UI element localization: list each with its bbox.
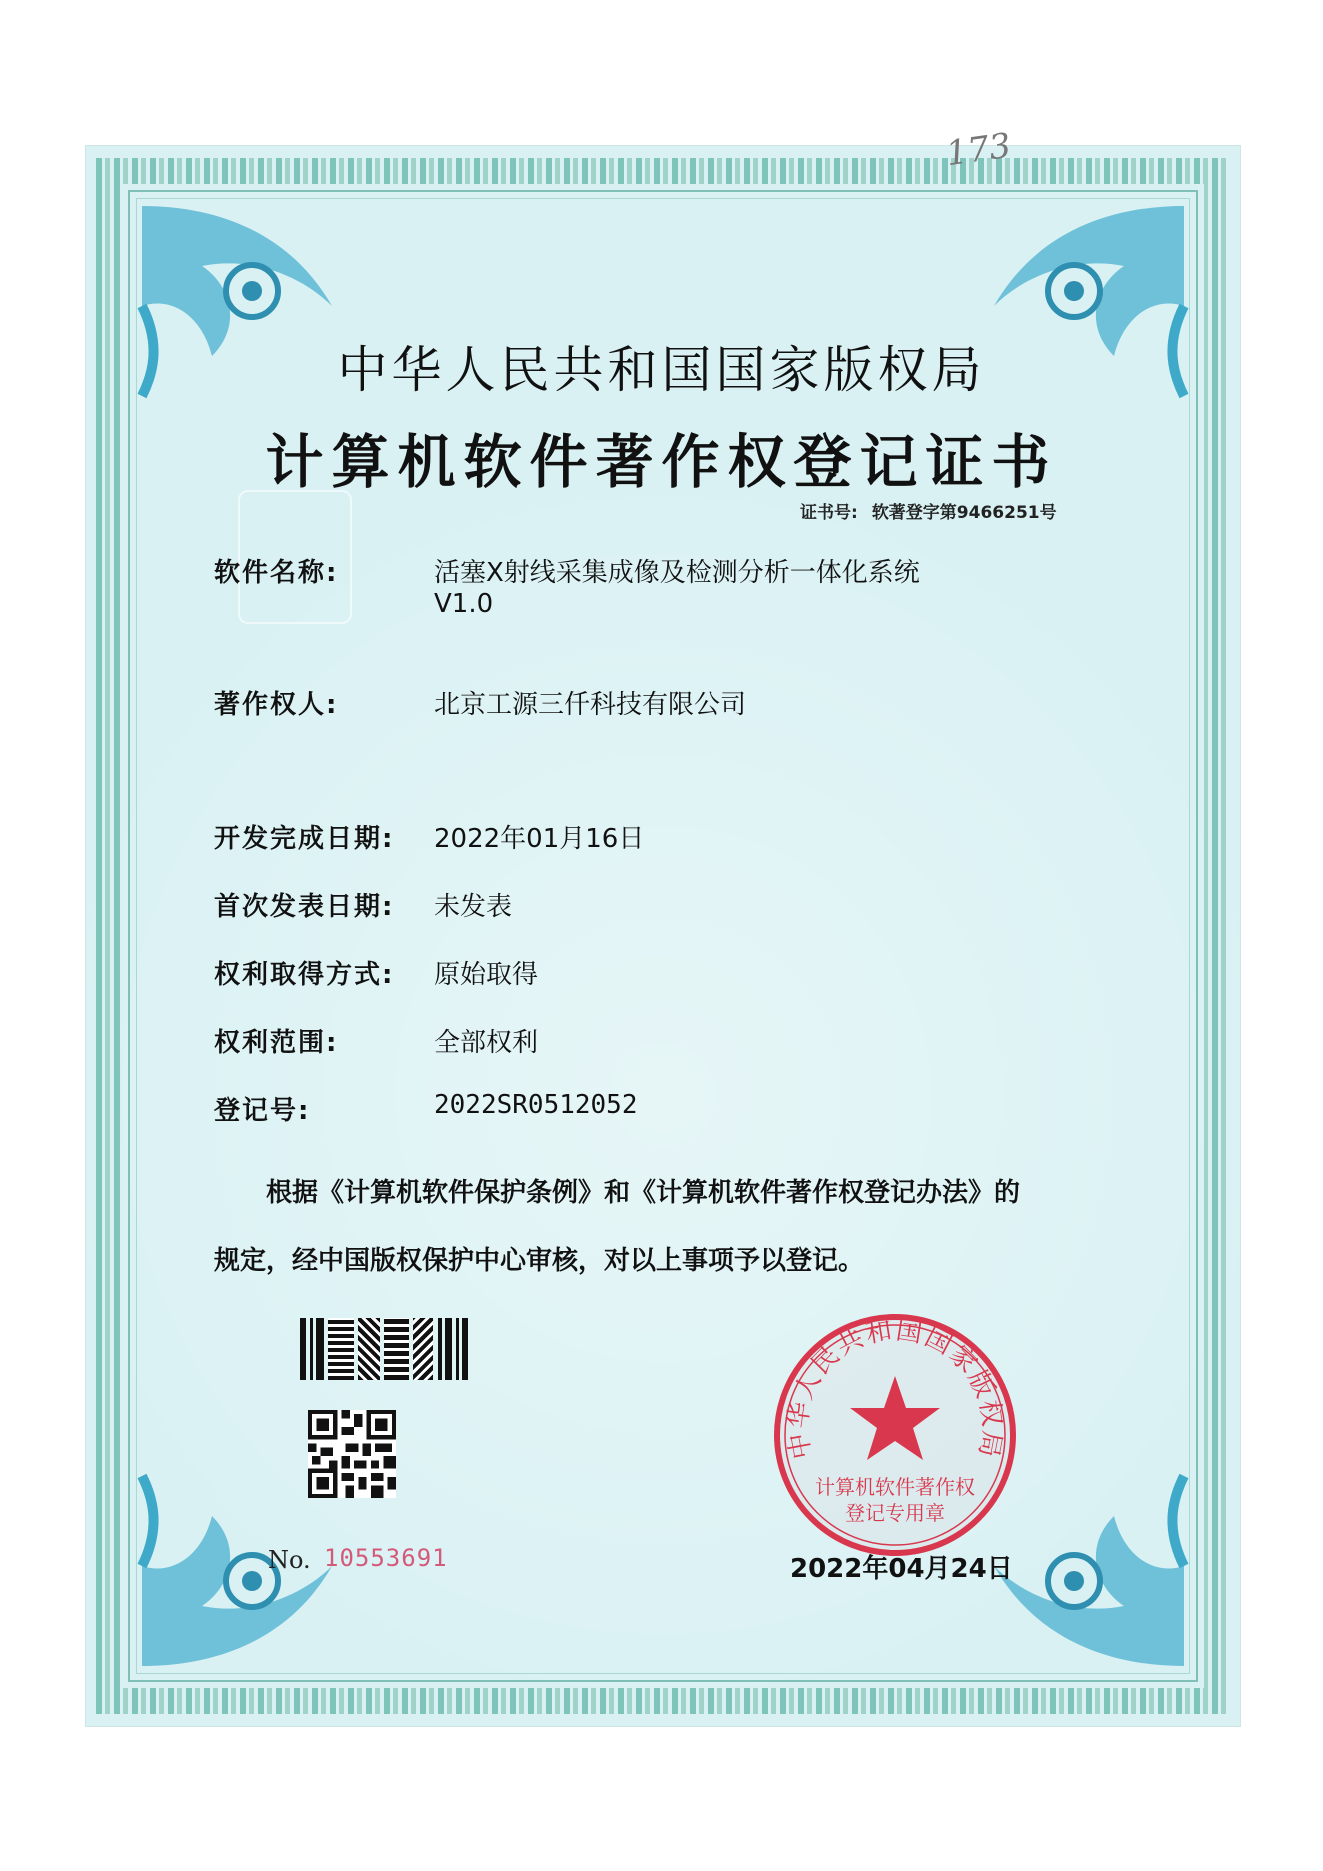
field-software-name xyxy=(214,552,920,619)
field-acquisition-method xyxy=(214,954,538,991)
certificate-title: 计算机软件著作权登记证书 xyxy=(265,428,1058,496)
seal-center-line-2: 登记专用章 xyxy=(845,1501,945,1525)
field-label: 登记号: xyxy=(214,1096,311,1126)
field-scope-of-rights xyxy=(214,1022,538,1059)
field-value: 未发表 xyxy=(434,892,513,922)
certificate-number-label: 证书号: xyxy=(800,503,858,523)
field-first-publication-date xyxy=(214,886,512,923)
field-label: 软件名称: xyxy=(214,558,339,588)
field-label: 著作权人: xyxy=(214,690,339,720)
field-registration-number xyxy=(214,1090,638,1127)
issue-date: 2022年04月24日 xyxy=(790,1554,1013,1584)
field-label: 开发完成日期: xyxy=(214,824,395,854)
field-value: 活塞X射线采集成像及检测分析一体化系统 xyxy=(434,558,920,588)
field-value: 北京工源三仟科技有限公司 xyxy=(434,690,747,720)
field-label: 首次发表日期: xyxy=(214,892,395,922)
statement-line-2: 规定，经中国版权保护中心审核，对以上事项予以登记。 xyxy=(214,1246,865,1276)
certificate-number xyxy=(800,498,1071,523)
seal-ring-text: 中华人民共和国国家版权局 xyxy=(783,1315,1007,1462)
statement-line-1: 根据《计算机软件保护条例》和《计算机软件著作权登记办法》的 xyxy=(266,1178,1021,1208)
field-label: 权利取得方式: xyxy=(214,960,395,990)
serial-number: 10553691 xyxy=(324,1544,448,1572)
barcode-icon xyxy=(300,1318,468,1380)
issuing-authority: 中华人民共和国国家版权局 xyxy=(337,341,986,399)
official-seal-icon xyxy=(770,1310,1020,1560)
field-label: 权利范围: xyxy=(214,1028,339,1058)
certificate-number-value: 软著登字第9466251号 xyxy=(871,503,1057,523)
handwritten-mark: 173 xyxy=(943,125,1014,175)
field-value-version: V1.0 xyxy=(434,589,494,619)
seal-center-line-1: 计算机软件著作权 xyxy=(815,1475,975,1499)
qr-code-icon xyxy=(308,1410,396,1498)
serial-label: No. xyxy=(268,1546,311,1574)
field-value: 全部权利 xyxy=(434,1028,539,1058)
field-value: 原始取得 xyxy=(434,960,539,990)
field-copyright-owner xyxy=(214,684,746,721)
field-completion-date xyxy=(214,818,644,855)
field-value: 2022SR0512052 xyxy=(434,1090,638,1120)
field-value: 2022年01月16日 xyxy=(434,824,645,854)
